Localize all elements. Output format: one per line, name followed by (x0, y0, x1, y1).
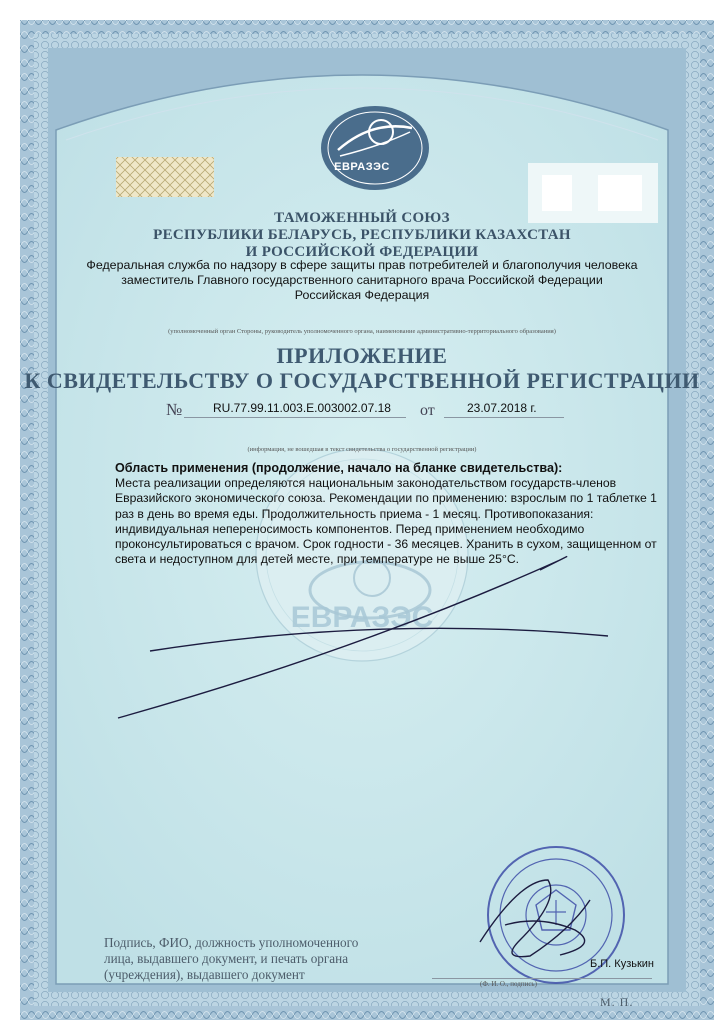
signature-underline (432, 978, 652, 979)
authority-line: заместитель Главного государственного санитарного врача Российской Федерации (121, 273, 603, 287)
eurasec-logo-icon (321, 106, 429, 190)
scope-line: Евразийского экономического союза. Рекомендации по применению: взрослым по 1 таблетке 1 (115, 491, 657, 506)
date-underline (444, 417, 564, 418)
union-line: ТАМОЖЕННЫЙ СОЮЗ (274, 210, 450, 226)
number-label: № (166, 400, 183, 419)
scope-line: раз в день во время еды. Продолжительность приема - 1 месяц. Противопоказания: (115, 506, 594, 521)
info-caption: (информация, не вошедшая в текст свидетельства о государственной регистрации) (247, 446, 477, 453)
appendix-title-line: К СВИДЕТЕЛЬСТВУ О ГОСУДАРСТВЕННОЙ РЕГИСТРАЦИИ (24, 368, 700, 393)
appendix-title-line: ПРИЛОЖЕНИЕ (276, 343, 448, 368)
fio-caption: (Ф. И. О., подпись) (480, 980, 537, 988)
union-title (0, 210, 724, 261)
signature-caption (104, 935, 424, 983)
signer-name: Б.П. Кузькин (590, 958, 655, 970)
date-label: от (420, 402, 435, 419)
registration-number: RU.77.99.11.003.Е.003002.07.18 (213, 401, 391, 415)
registration-date: 23.07.2018 г. (467, 401, 537, 415)
logo-text: ЕВРАЗЭС (334, 161, 390, 173)
scope-line: света и недоступном для детей месте, при температуре не выше 25°С. (115, 552, 520, 567)
scope-line: индивидуальная непереносимость компонентов. Перед применением необходимо (115, 521, 585, 536)
authority-line: Российская Федерация (294, 288, 430, 302)
stamp-place-label: М. П. (600, 995, 634, 1009)
scope-line: Места реализации определяются национальным законодательством государств-членов (115, 476, 617, 490)
scope-body (115, 476, 675, 568)
scope-heading: Область применения (продолжение, начало на бланке свидетельства): (115, 461, 563, 475)
union-line: РЕСПУБЛИКИ БЕЛАРУСЬ, РЕСПУБЛИКИ КАЗАХСТАН (153, 227, 571, 243)
number-underline (184, 417, 406, 418)
appendix-title (0, 343, 724, 393)
watermark-text: ЕВРАЗЭС (290, 601, 434, 634)
signature-caption-line: Подпись, ФИО, должность уполномоченного (104, 935, 359, 950)
signature-caption-line: (учреждения), выдавшего документ (104, 967, 305, 982)
scope-line: проконсультироваться с врачом. Срок годности - 36 месяцев. Хранить в сухом, защищенном от (115, 537, 657, 552)
union-line: И РОССИЙСКОЙ ФЕДЕРАЦИИ (245, 244, 479, 260)
authority-line: Федеральная служба по надзору в сфере защиты прав потребителей и благополучия человека (86, 258, 638, 272)
authority-block (0, 258, 724, 303)
authority-caption: (уполномоченный орган Стороны, руководитель уполномоченного органа, наименование административно-территориального образования) (168, 328, 556, 335)
signature-caption-line: лица, выдавшего документ, и печать органа (104, 951, 349, 966)
